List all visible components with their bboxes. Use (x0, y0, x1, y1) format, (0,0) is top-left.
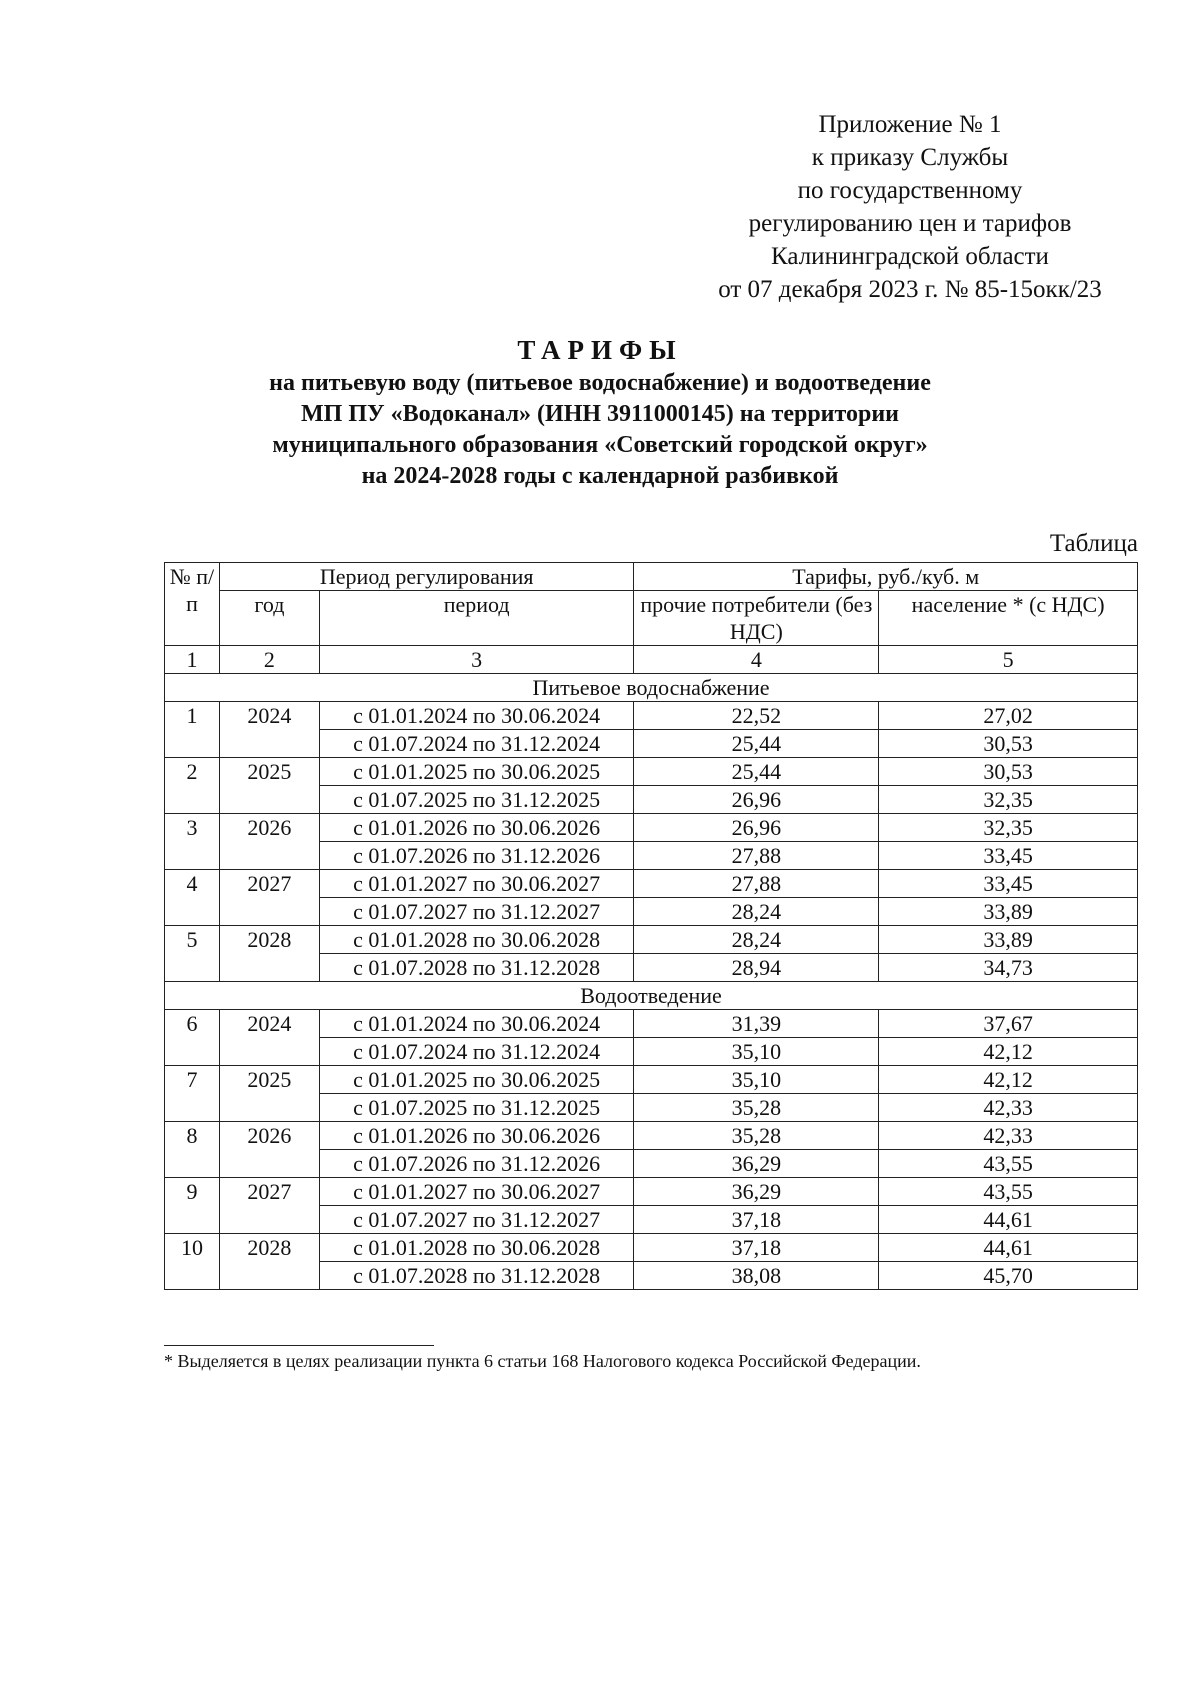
tariff-other: 35,10 (634, 1038, 879, 1066)
tariff-population: 30,53 (879, 758, 1138, 786)
tariff-other: 35,28 (634, 1094, 879, 1122)
row-period: с 01.01.2028 по 30.06.2028 (319, 1234, 634, 1262)
row-period: с 01.07.2028 по 31.12.2028 (319, 1262, 634, 1290)
appendix-block (680, 108, 1140, 306)
title-line: на 2024-2028 годы с календарной разбивкой (361, 463, 839, 489)
table-subheader-row (165, 591, 1138, 646)
tariff-population: 33,45 (879, 870, 1138, 898)
tariff-population: 30,53 (879, 730, 1138, 758)
row-number: 10 (165, 1234, 220, 1290)
table-header-row (165, 563, 1138, 591)
column-number-row (165, 646, 1138, 674)
appendix-line: Калининградской области (771, 243, 1049, 270)
tariff-population: 43,55 (879, 1178, 1138, 1206)
tariff-population: 42,33 (879, 1122, 1138, 1150)
row-number: 1 (165, 702, 220, 758)
document-title (150, 335, 1050, 492)
appendix-line: Приложение № 1 (818, 111, 1002, 138)
tariff-population: 33,89 (879, 926, 1138, 954)
tariff-other: 35,28 (634, 1122, 879, 1150)
tariff-other: 37,18 (634, 1234, 879, 1262)
row-period: с 01.01.2026 по 30.06.2026 (319, 1122, 634, 1150)
column-number: 2 (219, 646, 319, 674)
table-row (165, 1178, 1138, 1206)
tariff-population: 32,35 (879, 814, 1138, 842)
table-caption: Таблица (1049, 530, 1138, 557)
tariff-population: 42,33 (879, 1094, 1138, 1122)
section-title: Питьевое водоснабжение (165, 674, 1138, 702)
tariff-other: 36,29 (634, 1178, 879, 1206)
table-row (165, 870, 1138, 898)
tariff-other: 25,44 (634, 758, 879, 786)
tariff-other: 27,88 (634, 870, 879, 898)
row-period: с 01.07.2026 по 31.12.2026 (319, 1150, 634, 1178)
appendix-line: от 07 декабря 2023 г. № 85-15окк/23 (718, 276, 1102, 303)
tariff-other: 28,24 (634, 898, 879, 926)
header-period: период (319, 591, 634, 646)
header-population: население * (с НДС) (879, 591, 1138, 646)
tariff-population: 34,73 (879, 954, 1138, 982)
footnote-divider (164, 1345, 434, 1346)
tariff-population: 27,02 (879, 702, 1138, 730)
header-other: прочие потребители (без НДС) (634, 591, 879, 646)
row-period: с 01.01.2024 по 30.06.2024 (319, 702, 634, 730)
tariff-other: 22,52 (634, 702, 879, 730)
header-num: № п/п (165, 563, 220, 646)
row-period: с 01.07.2024 по 31.12.2024 (319, 1038, 634, 1066)
row-period: с 01.07.2027 по 31.12.2027 (319, 1206, 634, 1234)
appendix-line: по государственному (797, 177, 1023, 204)
row-number: 5 (165, 926, 220, 982)
table-row (165, 1010, 1138, 1038)
row-number: 3 (165, 814, 220, 870)
tariff-other: 28,24 (634, 926, 879, 954)
tariff-population: 45,70 (879, 1262, 1138, 1290)
row-year: 2028 (219, 1234, 319, 1290)
tariff-other: 31,39 (634, 1010, 879, 1038)
tariffs-table (164, 562, 1138, 1290)
row-period: с 01.07.2024 по 31.12.2024 (319, 730, 634, 758)
tariff-population: 33,45 (879, 842, 1138, 870)
row-number: 8 (165, 1122, 220, 1178)
tariff-population: 32,35 (879, 786, 1138, 814)
tariff-population: 42,12 (879, 1066, 1138, 1094)
row-period: с 01.01.2027 по 30.06.2027 (319, 1178, 634, 1206)
appendix-line: к приказу Службы (811, 144, 1009, 171)
column-number: 5 (879, 646, 1138, 674)
tariff-population: 43,55 (879, 1150, 1138, 1178)
section-row (165, 674, 1138, 702)
row-year: 2025 (219, 758, 319, 814)
row-number: 4 (165, 870, 220, 926)
tariff-other: 28,94 (634, 954, 879, 982)
row-year: 2027 (219, 1178, 319, 1234)
tariff-other: 36,29 (634, 1150, 879, 1178)
row-period: с 01.01.2025 по 30.06.2025 (319, 1066, 634, 1094)
tariff-other: 27,88 (634, 842, 879, 870)
tariff-population: 42,12 (879, 1038, 1138, 1066)
row-period: с 01.01.2024 по 30.06.2024 (319, 1010, 634, 1038)
row-period: с 01.07.2028 по 31.12.2028 (319, 954, 634, 982)
tariff-other: 38,08 (634, 1262, 879, 1290)
header-year: год (219, 591, 319, 646)
column-number: 3 (319, 646, 634, 674)
appendix-line: регулированию цен и тарифов (748, 210, 1072, 237)
tariff-population: 33,89 (879, 898, 1138, 926)
table-row (165, 702, 1138, 730)
row-period: с 01.01.2026 по 30.06.2026 (319, 814, 634, 842)
header-period-group: Период регулирования (219, 563, 634, 591)
table-row (165, 1066, 1138, 1094)
row-year: 2024 (219, 702, 319, 758)
title-line: МП ПУ «Водоканал» (ИНН 3911000145) на территории (301, 401, 899, 427)
column-number: 4 (634, 646, 879, 674)
section-title: Водоотведение (165, 982, 1138, 1010)
table-row (165, 926, 1138, 954)
row-period: с 01.01.2025 по 30.06.2025 (319, 758, 634, 786)
row-period: с 01.07.2027 по 31.12.2027 (319, 898, 634, 926)
row-year: 2028 (219, 926, 319, 982)
tariff-other: 26,96 (634, 786, 879, 814)
tariff-other: 35,10 (634, 1066, 879, 1094)
title-line: на питьевую воду (питьевое водоснабжение) и водоотведение (269, 370, 931, 396)
tariff-other: 25,44 (634, 730, 879, 758)
tariff-population: 37,67 (879, 1010, 1138, 1038)
tariff-other: 26,96 (634, 814, 879, 842)
row-period: с 01.07.2026 по 31.12.2026 (319, 842, 634, 870)
row-year: 2026 (219, 1122, 319, 1178)
row-year: 2026 (219, 814, 319, 870)
row-period: с 01.01.2028 по 30.06.2028 (319, 926, 634, 954)
row-period: с 01.07.2025 по 31.12.2025 (319, 786, 634, 814)
table-row (165, 758, 1138, 786)
table-row (165, 1122, 1138, 1150)
tariff-population: 44,61 (879, 1234, 1138, 1262)
footnote: * Выделяется в целях реализации пункта 6 статьи 168 Налогового кодекса Российской Федерации. (164, 1351, 921, 1371)
row-year: 2025 (219, 1066, 319, 1122)
tariff-other: 37,18 (634, 1206, 879, 1234)
row-year: 2024 (219, 1010, 319, 1066)
row-number: 9 (165, 1178, 220, 1234)
header-tariffs-group: Тарифы, руб./куб. м (634, 563, 1138, 591)
row-period: с 01.07.2025 по 31.12.2025 (319, 1094, 634, 1122)
row-number: 6 (165, 1010, 220, 1066)
section-row (165, 982, 1138, 1010)
row-period: с 01.01.2027 по 30.06.2027 (319, 870, 634, 898)
tariff-population: 44,61 (879, 1206, 1138, 1234)
title-line: муниципального образования «Советский городской округ» (272, 432, 928, 458)
row-year: 2027 (219, 870, 319, 926)
row-number: 7 (165, 1066, 220, 1122)
row-number: 2 (165, 758, 220, 814)
table-row (165, 814, 1138, 842)
column-number: 1 (165, 646, 220, 674)
title-main: ТАРИФЫ (517, 335, 683, 365)
table-row (165, 1234, 1138, 1262)
